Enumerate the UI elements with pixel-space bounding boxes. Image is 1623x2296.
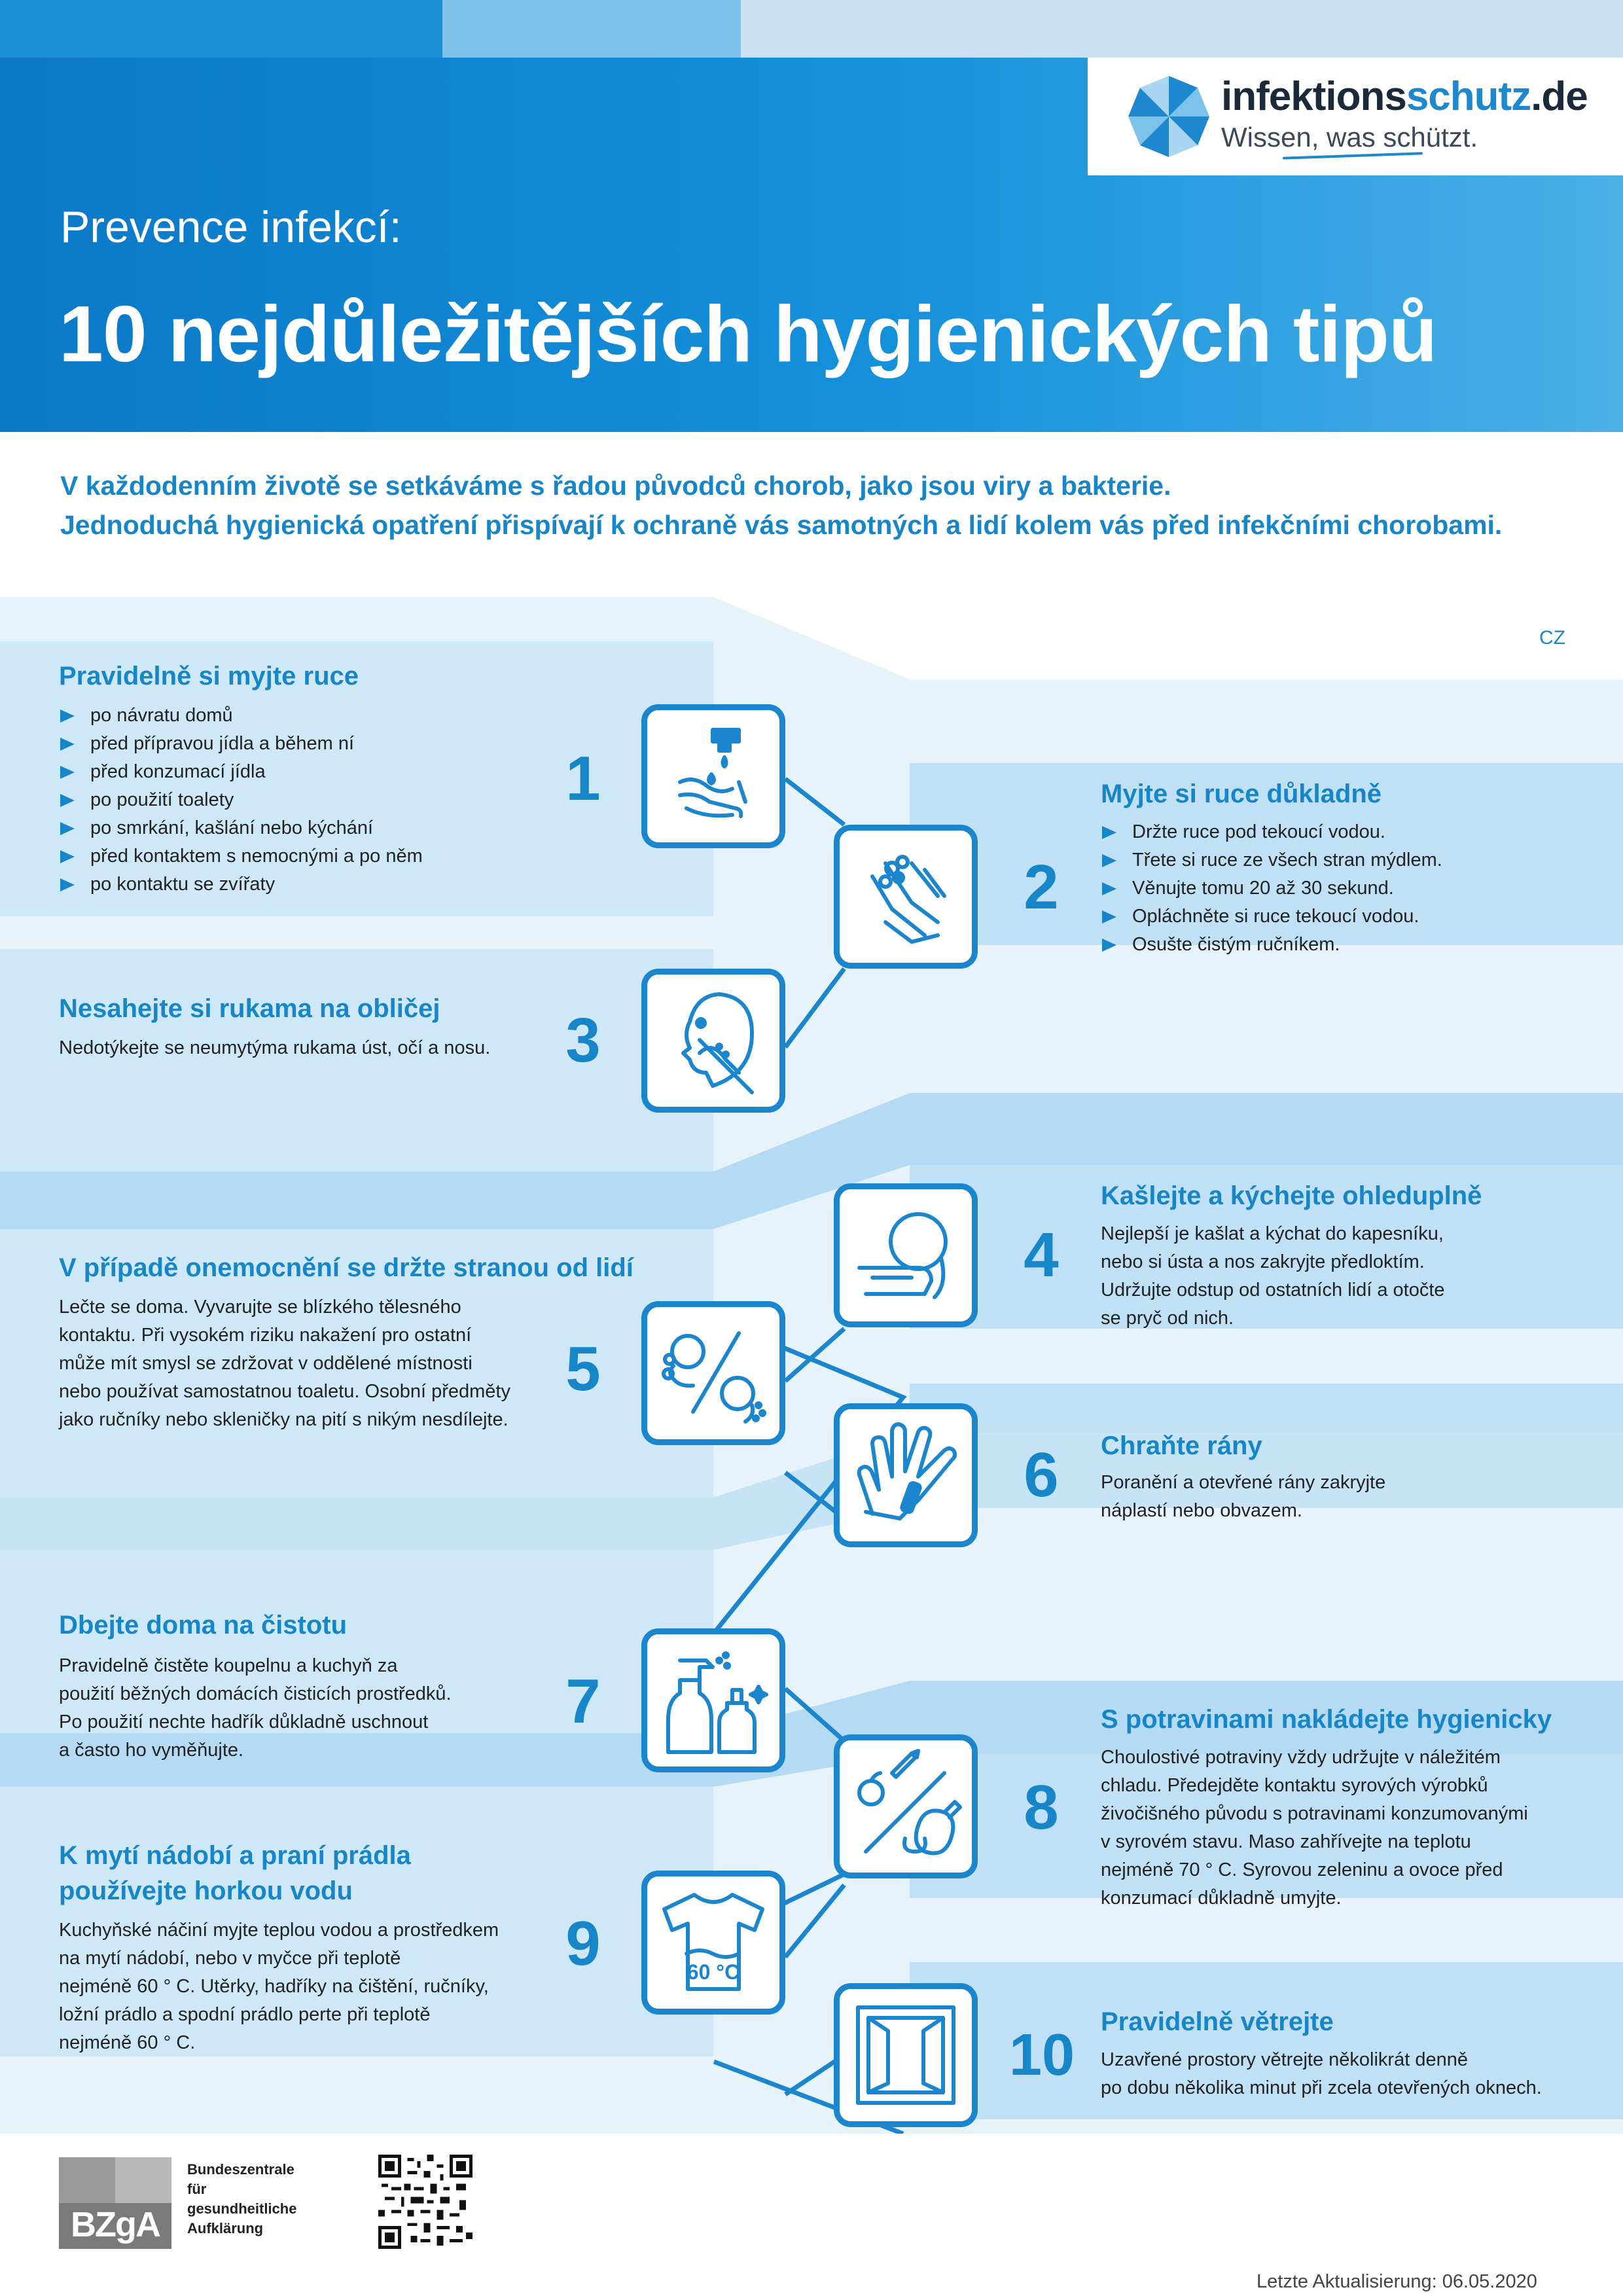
qr-code-icon[interactable] bbox=[378, 2155, 473, 2249]
tip-9-title-line: používejte horkou vodu bbox=[59, 1876, 353, 1905]
tip-1-number: 1 bbox=[565, 744, 601, 814]
tip-9-number: 9 bbox=[565, 1909, 601, 1979]
tip-2-bullets bbox=[1101, 818, 1442, 959]
list-item: po kontaktu se zvířaty bbox=[59, 870, 423, 899]
page-title: 10 nejdůležitějších hygienických tipů bbox=[59, 289, 1437, 378]
tip-2-number: 2 bbox=[1024, 852, 1059, 922]
tip-8-body-line: v syrovém stavu. Maso zahřívejte na teplotu bbox=[1101, 1831, 1471, 1852]
tip-8-number: 8 bbox=[1024, 1772, 1059, 1842]
logo-tagline: Wissen, was schützt. bbox=[1221, 122, 1478, 152]
tip-7-body bbox=[59, 1652, 452, 1765]
tip-5-title: V případě onemocnění se držte stranou od lidí bbox=[59, 1253, 633, 1282]
tip-6-title: Chraňte rány bbox=[1101, 1431, 1262, 1460]
list-item: Osušte čistým ručníkem. bbox=[1101, 931, 1442, 959]
tip-10-body bbox=[1101, 2046, 1542, 2102]
language-code: CZ bbox=[1539, 627, 1565, 649]
intro-text bbox=[60, 466, 1578, 545]
umbrella-logo-icon bbox=[1123, 71, 1215, 162]
tip-8-body-line: nejméně 70 ° C. Syrovou zeleninu a ovoce před bbox=[1101, 1859, 1503, 1880]
tip-7-title: Dbejte doma na čistotu bbox=[59, 1611, 348, 1640]
faucet-hands-icon bbox=[654, 717, 773, 836]
tip-3-body: Nedotýkejte se neumytýma rukama úst, očí a nosu. bbox=[59, 1037, 491, 1058]
tip-8-body-line: Choulostivé potraviny vždy udržujte v náležitém bbox=[1101, 1747, 1501, 1768]
list-item: před konzumací jídla bbox=[59, 758, 423, 786]
tip-9-body bbox=[59, 1916, 499, 2057]
tip-4-title: Kašlejte a kýchejte ohleduplně bbox=[1101, 1181, 1482, 1210]
bzga-logo-text: BZgA bbox=[71, 2205, 160, 2244]
tip-5-body-line: může mít smysl se zdržovat v oddělené místnosti bbox=[59, 1353, 473, 1374]
header-top-strip-middle bbox=[442, 0, 741, 58]
page-subtitle: Prevence infekcí: bbox=[60, 202, 402, 252]
tip-5-body bbox=[59, 1293, 510, 1434]
list-item: po návratu domů bbox=[59, 702, 423, 730]
tip-7-body-line: a často ho vyměňujte. bbox=[59, 1740, 244, 1761]
soapy-hands-icon bbox=[846, 837, 965, 956]
tip-9-title-line: K mytí nádobí a praní prádla bbox=[59, 1841, 411, 1870]
tip-8-body-line: živočišného původu s potravinami konzumovanými bbox=[1101, 1803, 1528, 1824]
tip-10-title: Pravidelně větrejte bbox=[1101, 2007, 1334, 2036]
tip-8-icon-box bbox=[834, 1734, 978, 1878]
tip-7-number: 7 bbox=[565, 1666, 601, 1736]
bzga-logo-tile bbox=[115, 2157, 171, 2203]
logo-wordmark: infektionsschutz.de bbox=[1221, 74, 1588, 119]
tip-10-number: 10 bbox=[1008, 2022, 1075, 2088]
tshirt-60c-label: 60 °C bbox=[687, 1960, 740, 1984]
list-item: Držte ruce pod tekoucí vodou. bbox=[1101, 818, 1442, 846]
cleaning-spray-icon bbox=[654, 1641, 773, 1760]
list-item: Opláchněte si ruce tekoucí vodou. bbox=[1101, 903, 1442, 931]
list-item: po použití toalety bbox=[59, 786, 423, 814]
tip-2-icon-box bbox=[834, 825, 978, 969]
bzga-name bbox=[187, 2160, 370, 2238]
tip-2-title: Myjte si ruce důkladně bbox=[1101, 780, 1382, 808]
list-item: po smrkání, kašlání nebo kýchání bbox=[59, 814, 423, 842]
list-item: před kontaktem s nemocnými a po něm bbox=[59, 842, 423, 870]
tip-6-icon-box bbox=[834, 1403, 978, 1547]
tip-9-body-line: Kuchyňské náčiní myjte teplou vodou a prostředkem bbox=[59, 1920, 499, 1941]
tip-4-icon-box bbox=[834, 1183, 978, 1327]
tip-5-number: 5 bbox=[565, 1334, 601, 1404]
tip-9-body-line: ložní prádlo a spodní prádlo perte při teplotě bbox=[59, 2004, 431, 2025]
list-item: Třete si ruce ze všech stran mýdlem. bbox=[1101, 846, 1442, 874]
tip-8-body-line: konzumací důkladně umyjte. bbox=[1101, 1888, 1342, 1909]
header-top-strip-right bbox=[741, 0, 1623, 58]
tip-6-body-line: náplastí nebo obvazem. bbox=[1101, 1500, 1302, 1521]
tip-8-body bbox=[1101, 1744, 1528, 1912]
tip-5-body-line: Lečte se doma. Vyvarujte se blízkého tělesného bbox=[59, 1297, 461, 1318]
tip-3-title: Nesahejte si rukama na obličej bbox=[59, 994, 440, 1023]
bzga-name-line: Bundeszentrale bbox=[187, 2161, 294, 2178]
tip-7-icon-box bbox=[641, 1628, 785, 1772]
tip-4-body-line: se pryč od nich. bbox=[1101, 1308, 1234, 1329]
tip-4-body-line: Nejlepší je kašlat a kýchat do kapesníku, bbox=[1101, 1223, 1444, 1244]
food-separation-icon bbox=[846, 1747, 965, 1866]
tip-1-bullets bbox=[59, 702, 423, 899]
no-face-touch-icon bbox=[654, 981, 773, 1100]
tip-3-icon-box bbox=[641, 969, 785, 1113]
tip-4-body-line: Udržujte odstup od ostatních lidí a otočte bbox=[1101, 1280, 1445, 1300]
tip-5-body-line: jako ručníky nebo skleničky na pití s nikým nesdílejte. bbox=[59, 1409, 508, 1430]
tip-9-body-line: nejméně 60 ° C. bbox=[59, 2032, 196, 2053]
tip-9-title bbox=[59, 1838, 411, 1909]
tip-9-icon-box bbox=[641, 1871, 785, 2015]
tip-7-body-line: Pravidelně čistěte koupelnu a kuchyň za bbox=[59, 1655, 398, 1676]
tip-6-body-line: Poranění a otevřené rány zakryjte bbox=[1101, 1472, 1386, 1493]
keep-distance-icon bbox=[654, 1314, 773, 1433]
bzga-name-line: gesundheitliche bbox=[187, 2200, 297, 2217]
tip-8-body-line: chladu. Předejděte kontaktu syrových výrobků bbox=[1101, 1775, 1488, 1796]
open-window-icon bbox=[846, 1996, 965, 2115]
bzga-name-line: Aufklärung bbox=[187, 2220, 264, 2236]
bandaged-hand-icon bbox=[846, 1416, 965, 1535]
list-item: před přípravou jídla a během ní bbox=[59, 730, 423, 758]
tip-6-number: 6 bbox=[1024, 1440, 1059, 1510]
intro-line-1: V každodenním životě se setkáváme s řadou původců chorob, jako jsou viry a bakterie. bbox=[60, 471, 1171, 501]
tip-8-title: S potravinami nakládejte hygienicky bbox=[1101, 1705, 1552, 1734]
tip-5-body-line: kontaktu. Při vysokém riziku nakažení pro ostatní bbox=[59, 1325, 472, 1346]
tip-4-body bbox=[1101, 1220, 1445, 1333]
tip-4-number: 4 bbox=[1024, 1220, 1059, 1290]
intro-line-2: Jednoduchá hygienická opatření přispívají k ochraně vás samotných a lidí kolem vás před infekčními chorobami. bbox=[60, 510, 1503, 540]
tip-10-body-line: Uzavřené prostory větrejte několikrát denně bbox=[1101, 2049, 1468, 2070]
tip-1-title: Pravidelně si myjte ruce bbox=[59, 662, 359, 691]
tip-5-icon-box bbox=[641, 1301, 785, 1445]
tip-1-icon-box bbox=[641, 704, 785, 848]
tip-7-body-line: Po použití nechte hadřík důkladně uschnout bbox=[59, 1712, 429, 1732]
tip-4-body-line: nebo si ústa a nos zakryjte předloktím. bbox=[1101, 1251, 1425, 1272]
tip-5-body-line: nebo používat samostatnou toaletu. Osobní předměty bbox=[59, 1381, 510, 1402]
bzga-logo-tile bbox=[59, 2157, 115, 2203]
last-updated-date: Letzte Aktualisierung: 06.05.2020 bbox=[1257, 2271, 1537, 2292]
tip-7-body-line: použití běžných domácích čisticích prostředků. bbox=[59, 1683, 452, 1704]
tip-9-body-line: na mytí nádobí, nebo v myčce při teplotě bbox=[59, 1948, 401, 1969]
list-item: Věnujte tomu 20 až 30 sekund. bbox=[1101, 874, 1442, 903]
bzga-name-line: für bbox=[187, 2181, 207, 2197]
tip-10-body-line: po dobu několika minut při zcela otevřených oknech. bbox=[1101, 2077, 1542, 2098]
tip-3-number: 3 bbox=[565, 1005, 601, 1075]
tip-10-icon-box bbox=[834, 1983, 978, 2127]
cough-elbow-icon bbox=[846, 1196, 965, 1315]
tip-6-body bbox=[1101, 1469, 1385, 1525]
tip-9-body-line: nejméně 60 ° C. Utěrky, hadříky na čištění, ručníky, bbox=[59, 1976, 489, 1997]
header-top-strip-left bbox=[0, 0, 442, 58]
